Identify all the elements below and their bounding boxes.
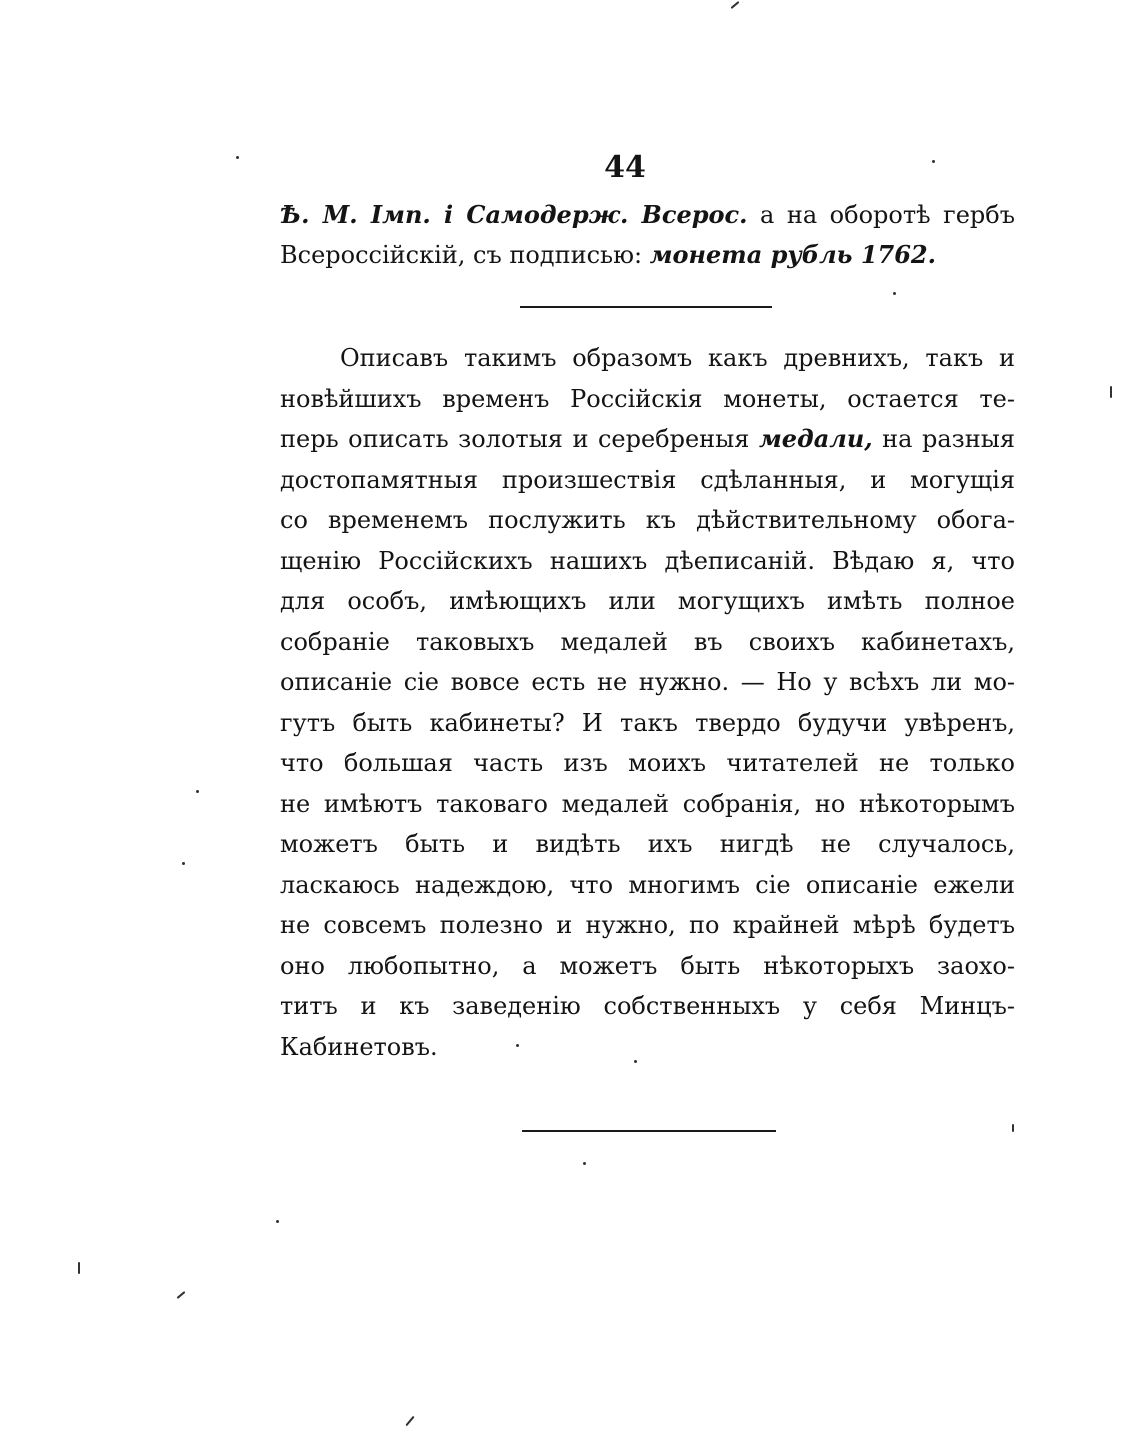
scan-speck [583, 1162, 586, 1165]
scan-speck [177, 1291, 186, 1299]
scan-speck [1012, 1124, 1014, 1132]
coin-legend: монета рубль 1762. [649, 240, 936, 269]
scan-speck [78, 1262, 80, 1274]
paragraph-line: со временемъ послужить къ дѣйствительному обога- [280, 506, 1015, 534]
scan-speck [1110, 386, 1112, 398]
top-paragraph [280, 195, 1015, 275]
paragraph-line: титъ и къ заведенію собственныхъ у себя Минцъ- [280, 992, 1015, 1020]
scan-speck [634, 1060, 637, 1063]
paragraph-line: не имѣютъ таковаго медалей собранія, но нѣкоторымъ [280, 789, 1015, 818]
paragraph-line: ласкаюсь надеждою, что многимъ сіе описаніе ежели [280, 870, 1015, 899]
scan-speck [236, 156, 239, 159]
paragraph-line: оно любопытно, а можетъ быть нѣкоторыхъ заохо- [280, 951, 1015, 980]
paragraph-line: достопамятныя произшествія сдѣланныя, и могущія [280, 465, 1015, 494]
paragraph-line: новѣйшихъ временъ Россійскія монеты, остается те- [280, 384, 1015, 413]
section-divider-bottom [522, 1130, 776, 1132]
paragraph-line: гутъ быть кабинеты? И такъ твердо будучи увѣренъ, [280, 708, 1015, 737]
paragraph-line-text: перь описать золотыя и серебреныя [280, 425, 750, 453]
paragraph-line: Описавъ такимъ образомъ какъ древнихъ, такъ и [340, 344, 1015, 372]
scan-speck [182, 862, 185, 865]
scan-speck [196, 790, 199, 793]
medals-word: медали, [758, 424, 873, 453]
scan-speck [405, 1416, 414, 1426]
paragraph-line: описаніе сіе вовсе есть не нужно. — Но у всѣхъ ли мо- [280, 668, 1015, 696]
paragraph-line [280, 419, 1015, 460]
scan-speck [516, 1044, 519, 1047]
coin-inscription: Ѣ. М. Імп. і Самодерж. Всерос. [280, 200, 748, 229]
paragraph-line: можетъ быть и видѣть ихъ нигдѣ не случалось, [280, 830, 1015, 858]
top-line-1 [280, 195, 1015, 235]
scan-speck [276, 1220, 279, 1223]
page-number: 44 [604, 150, 646, 185]
top-line-2-text: Всероссійскій, съ подписью: [280, 241, 643, 269]
paragraph-line: Кабинетовъ. [280, 1032, 438, 1061]
paragraph-line: что большая часть изъ моихъ читателей не только [280, 749, 1015, 777]
paragraph-line: собраніе таковыхъ медалей въ своихъ кабинетахъ, [280, 627, 1015, 656]
main-paragraph [280, 338, 1015, 1067]
paragraph-line: щенію Россійскихъ нашихъ дѣеписаній. Вѣдаю я, что [280, 546, 1015, 575]
scan-speck [893, 292, 896, 295]
paragraph-line: для особъ, имѣющихъ или могущихъ имѣть полное [280, 587, 1015, 615]
paragraph-line: не совсемъ полезно и нужно, по крайней мѣрѣ будетъ [280, 911, 1015, 939]
scan-speck [932, 160, 935, 163]
scan-speck [731, 1, 740, 9]
top-line-2 [280, 235, 1015, 275]
top-line-1-text: а на оборотѣ гербъ [760, 201, 1015, 229]
paragraph-line-tail: на разныя [882, 425, 1015, 453]
section-divider-top [520, 306, 772, 308]
